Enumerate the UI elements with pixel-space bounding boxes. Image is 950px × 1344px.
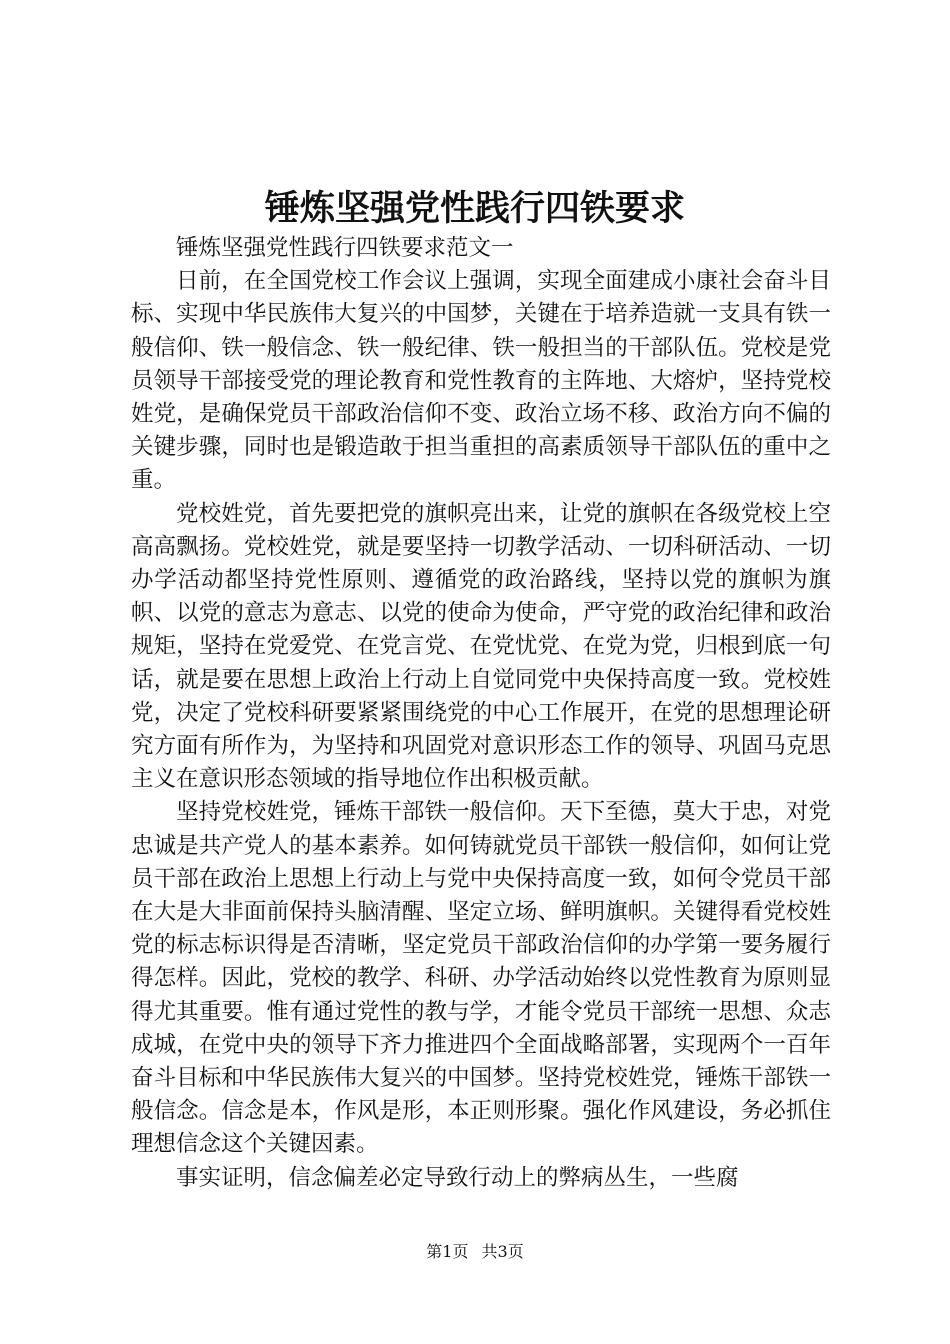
subtitle-paragraph: 锤炼坚强党性践行四铁要求范文一 (176, 235, 514, 261)
document-title: 锤炼坚强党性践行四铁要求 (264, 188, 685, 229)
body-paragraph: 事实证明，信念偏差必定导致行动上的弊病丛生，一些腐 (176, 1164, 739, 1191)
body-paragraph: 日前，在全国党校工作会议上强调，实现全面建成小康社会奋斗目标、实现中华民族伟大复兴的中国梦，关键在于培养造就一支具有铁一般信仰、铁一般信念、铁一般纪律、铁一般担当的干部队伍。党校是党员领导干部接受党的理论教育和党性教育的主阵地、大熔炉，坚持党校姓党，是确保党员干部政治信仰不变、政治立场不移、政治方向不偏的关键步骤，同时也是锻造敢于担当重担的高素质领导干部队伍的重中之重。 (131, 268, 831, 494)
body-paragraph: 党校姓党，首先要把党的旗帜亮出来，让党的旗帜在各级党校上空高高飘扬。党校姓党，就是要坚持一切教学活动、一切科研活动、一切办学活动都坚持党性原则、遵循党的政治路线，坚持以党的旗帜为旗帜、以党的意志为意志、以党的使命为使命，严守党的政治纪律和政治规矩，坚持在党爱党、在党言党、在党忧党、在党为党，归根到底一句话，就是要在思想上政治上行动上自觉同党中央保持高度一致。党校姓党，决定了党校科研要紧紧围绕党的中心工作展开，在党的思想理论研究方面有所作为，为坚持和巩固党对意识形态工作的领导、巩固马克思主义在意识形态领域的指导地位作出积极贡献。 (131, 500, 831, 793)
page-number: 第1页 (426, 1242, 469, 1261)
page-total: 共3页 (481, 1242, 524, 1261)
body-paragraph: 坚持党校姓党，锤炼干部铁一般信仰。天下至德，莫大于忠，对党忠诚是共产党人的基本素养。如何铸就党员干部铁一般信仰，如何让党员干部在政治上思想上行动上与党中央保持高度一致，如何令党员干部在大是大非面前保持头脑清醒、坚定立场、鲜明旗帜。关键得看党校姓党的标志标识得是否清晰，坚定党员干部政治信仰的办学第一要务履行得怎样。因此，党校的教学、科研、办学活动始终以党性教育为原则显得尤其重要。惟有通过党性的教与学，才能令党员干部统一思想、众志成城，在党中央的领导下齐力推进四个全面战略部署，实现两个一百年奋斗目标和中华民族伟大复兴的中国梦。坚持党校姓党，锤炼干部铁一般信念。信念是本，作风是形，本正则形聚。强化作风建设，务必抓住理想信念这个关键因素。 (131, 799, 831, 1158)
document-body (131, 232, 831, 1195)
page-footer (0, 1240, 950, 1264)
